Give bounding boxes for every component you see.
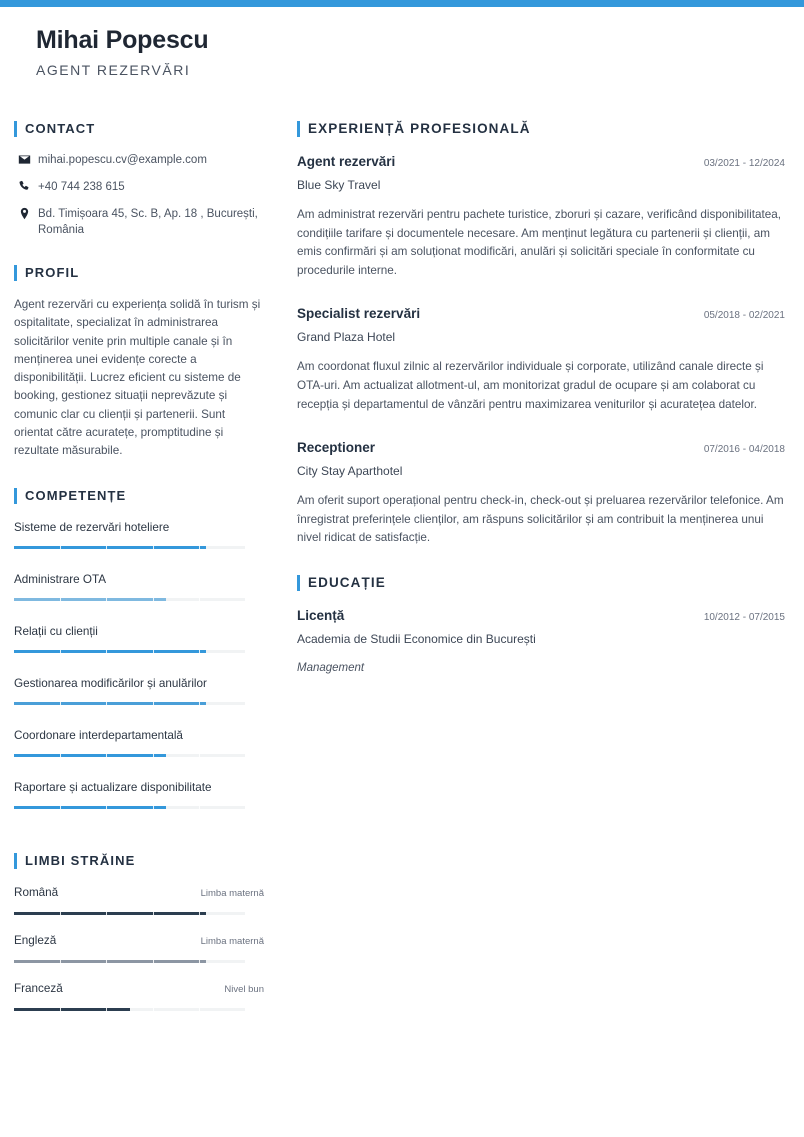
- level-bar-tick: [106, 546, 107, 549]
- level-bar-tick: [106, 806, 107, 809]
- level-bar-fill: [14, 546, 206, 549]
- skill-item: [14, 779, 264, 826]
- level-bar-tick: [153, 598, 154, 601]
- skill-item: [14, 623, 264, 670]
- level-bar-tick: [106, 960, 107, 963]
- level-bar-tick: [60, 598, 61, 601]
- contact-item[interactable]: [14, 152, 264, 168]
- skills-section: [14, 487, 264, 826]
- level-bar-tick: [199, 912, 200, 915]
- level-bar-track: [14, 1008, 245, 1011]
- skill-name: Raportare și actualizare disponibilitate: [14, 780, 212, 794]
- level-bar-tick: [60, 806, 61, 809]
- language-row: [14, 884, 264, 903]
- level-bar-track: [14, 912, 245, 915]
- level-bar-tick: [199, 1008, 200, 1011]
- education-field: Management: [297, 661, 365, 674]
- languages-list: [14, 884, 264, 1028]
- education-dates: 10/2012 - 07/2015: [703, 611, 785, 623]
- entry-role: Agent rezervări: [297, 154, 396, 169]
- skill-name: Coordonare interdepartamentală: [14, 728, 183, 742]
- level-bar-tick: [199, 702, 200, 705]
- level-bar-track: [14, 806, 245, 809]
- language-level-label: Nivel bun: [224, 983, 264, 995]
- contact-item-text: +40 744 238 615: [38, 181, 125, 193]
- education-list: [297, 606, 785, 677]
- location-pin-icon: [14, 206, 34, 220]
- entry-role: Receptioner: [297, 440, 376, 456]
- skill-name: Administrare OTA: [14, 572, 107, 586]
- level-bar-tick: [153, 650, 154, 653]
- left-column: [14, 120, 264, 1054]
- level-bar-tick: [153, 806, 154, 809]
- contact-heading: [14, 120, 264, 138]
- languages-section: [14, 852, 264, 1028]
- entry-header: [297, 606, 785, 628]
- contact-list: [14, 152, 264, 238]
- level-bar-tick: [60, 754, 61, 757]
- level-bar-tick: [153, 1008, 154, 1011]
- level-bar-fill: [14, 806, 166, 809]
- level-bar-tick: [153, 960, 154, 963]
- level-bar-tick: [60, 702, 61, 705]
- skill-item: [14, 571, 264, 618]
- right-column: [297, 120, 785, 703]
- level-bar-tick: [60, 960, 61, 963]
- language-name: Franceză: [14, 981, 63, 995]
- language-item: [14, 932, 264, 980]
- skills-list: [14, 519, 264, 826]
- entry-organization: Grand Plaza Hotel: [297, 330, 396, 345]
- language-name: Engleză: [14, 933, 57, 947]
- entry-organization: City Stay Aparthotel: [297, 464, 403, 479]
- skills-heading-label: COMPETENȚE: [25, 487, 127, 503]
- languages-heading: [14, 852, 264, 870]
- language-item: [14, 980, 264, 1028]
- skill-name: Gestionarea modificărilor și anulărilor: [14, 676, 207, 690]
- level-bar-track: [14, 650, 245, 653]
- education-degree: Licență: [297, 607, 345, 623]
- experience-heading-label: EXPERIENȚĂ PROFESIONALĂ: [308, 121, 531, 136]
- entry-dates: 05/2018 - 02/2021: [703, 310, 785, 322]
- level-bar-tick: [106, 912, 107, 915]
- experience-entry: [297, 152, 785, 280]
- entry-header: [297, 304, 785, 326]
- level-bar-track: [14, 598, 245, 601]
- level-bar-tick: [106, 598, 107, 601]
- level-bar-tick: [199, 960, 200, 963]
- level-bar-fill: [14, 960, 206, 963]
- entry-description: Am oferit suport operațional pentru check-in, check-out și preluarea rezervărilor telefonice. Am înregistrat preferințele clienților, am răspuns solicitărilor și am contribuit la menținerea unui nivel ridicat de satisfacție.: [297, 494, 784, 545]
- experience-section: [297, 120, 785, 548]
- profile-heading: [14, 264, 264, 282]
- level-bar-fill: [14, 702, 206, 705]
- level-bar-tick: [106, 650, 107, 653]
- level-bar-tick: [153, 754, 154, 757]
- experience-entry: [297, 438, 785, 548]
- skill-name: Relații cu clienții: [14, 624, 98, 638]
- entry-header: [297, 438, 785, 460]
- level-bar-tick: [106, 1008, 107, 1011]
- level-bar-tick: [199, 598, 200, 601]
- top-accent-bar: [0, 0, 804, 7]
- candidate-name: Mihai Popescu: [36, 26, 209, 54]
- level-bar-fill: [14, 650, 206, 653]
- education-section: [297, 574, 785, 677]
- resume-header: [36, 24, 776, 79]
- language-level-label: Limba maternă: [200, 935, 264, 947]
- level-bar-tick: [60, 1008, 61, 1011]
- skill-item: [14, 727, 264, 774]
- education-heading-label: EDUCAȚIE: [308, 574, 386, 590]
- level-bar-tick: [106, 702, 107, 705]
- contact-item-text: Bd. Timișoara 45, Sc. B, Ap. 18 , București, România: [38, 208, 258, 236]
- phone-icon: [14, 179, 34, 193]
- entry-role: Specialist rezervări: [297, 306, 421, 322]
- level-bar-track: [14, 546, 245, 549]
- level-bar-tick: [60, 912, 61, 915]
- level-bar-track: [14, 754, 245, 757]
- experience-list: [297, 152, 785, 548]
- language-name: Română: [14, 885, 59, 899]
- entry-dates: 07/2016 - 04/2018: [703, 444, 785, 456]
- level-bar-tick: [60, 650, 61, 653]
- skill-item: [14, 519, 264, 566]
- language-row: [14, 932, 264, 951]
- level-bar-fill: [14, 912, 206, 915]
- contact-item[interactable]: [14, 206, 264, 238]
- level-bar-tick: [153, 546, 154, 549]
- education-entry: [297, 606, 785, 677]
- entry-description: Am administrat rezervări pentru pachete turistice, zboruri și cazare, verificând disponibilitatea, condițiile tarifare și documentele necesare. Am menținut legătura cu partenerii și clienții, am emis confirmări și am soluționat modificări, anulări și solicitări speciale în conformitate cu procedurile interne.: [297, 208, 781, 277]
- level-bar-tick: [153, 912, 154, 915]
- contact-heading-label: CONTACT: [25, 121, 96, 136]
- level-bar-tick: [199, 806, 200, 809]
- language-row: [14, 980, 264, 999]
- education-heading: [297, 574, 785, 592]
- languages-heading-label: LIMBI STRĂINE: [25, 852, 136, 868]
- entry-dates: 03/2021 - 12/2024: [703, 158, 785, 169]
- skill-name: Sisteme de rezervări hoteliere: [14, 520, 170, 534]
- entry-header: [297, 152, 785, 174]
- level-bar-fill: [14, 754, 166, 757]
- entry-description: Am coordonat fluxul zilnic al rezervărilor individuale și corporate, utilizând canale directe și OTA-uri. Am actualizat allotment-ul, am monitorizat gradul de ocupare și am colaborat cu recepția și departamentul de vânzări pentru maximizarea veniturilor și acuratețea datelor.: [297, 360, 764, 411]
- profile-heading-label: PROFIL: [25, 265, 80, 280]
- entry-organization: Blue Sky Travel: [297, 178, 381, 192]
- level-bar-tick: [199, 650, 200, 653]
- level-bar-tick: [106, 754, 107, 757]
- level-bar-tick: [199, 546, 200, 549]
- language-item: [14, 884, 264, 932]
- level-bar-fill: [14, 598, 166, 601]
- level-bar-tick: [60, 546, 61, 549]
- level-bar-track: [14, 960, 245, 963]
- contact-item-text: mihai.popescu.cv@example.com: [38, 154, 207, 166]
- envelope-icon: [14, 152, 34, 166]
- skill-item: [14, 675, 264, 722]
- contact-section: [14, 120, 264, 238]
- level-bar-fill: [14, 1008, 130, 1011]
- skills-heading: [14, 487, 264, 505]
- level-bar-tick: [199, 754, 200, 757]
- level-bar-tick: [153, 702, 154, 705]
- experience-heading: [297, 120, 785, 138]
- candidate-job-title: AGENT REZERVĂRI: [36, 62, 191, 78]
- education-institution: Academia de Studii Economice din București: [297, 631, 536, 646]
- profile-section: [14, 264, 264, 461]
- contact-item[interactable]: [14, 179, 264, 195]
- language-level-label: Limba maternă: [200, 887, 264, 899]
- level-bar-track: [14, 702, 245, 705]
- experience-entry: [297, 304, 785, 414]
- profile-text: Agent rezervări cu experiența solidă în turism și ospitalitate, specializat în administrarea solicitărilor venite prin multiple canale și în menținerea unei evidențe corecte a disponibilității. Lucrez eficient cu sisteme de booking, gestionez situații neprevăzute și comunic clar cu clienții și partenerii. Sunt orientat către acuratețe, promptitudine și rezultate măsurabile.: [14, 298, 261, 458]
